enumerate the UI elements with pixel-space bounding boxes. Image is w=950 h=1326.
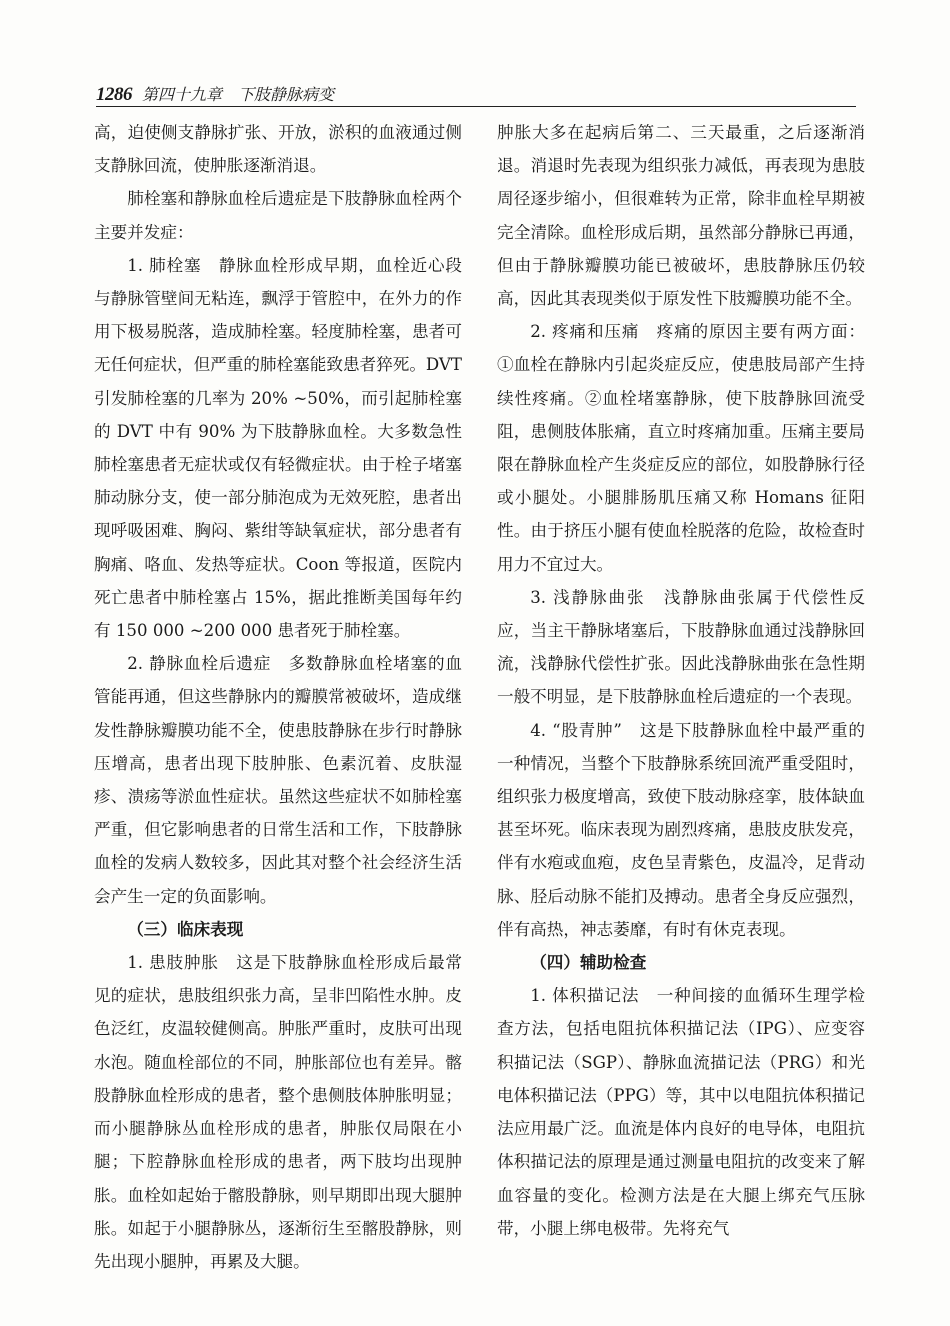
item-text: 疼痛的原因主要有两方面：①血栓在静脉内引起炎症反应，使患肢局部产生持续性疼痛。②血栓堵塞静脉，使下肢静脉回流受阻，患侧肢体胀痛，直立时疼痛加重。压痛主要局限在静脉血栓产生炎症反应的部位，如股静脉行径或小腿处。小腿腓肠肌压痛又称 Homans 征阳性。由于挤压小腿有使血栓脱落的危险，故检查时用力不宜过大。 bbox=[497, 322, 866, 574]
item-lead: 1. 体积描记法 bbox=[530, 986, 657, 1006]
paragraph bbox=[94, 249, 462, 647]
section-heading: （四）辅助检查 bbox=[530, 953, 647, 973]
running-header bbox=[96, 82, 856, 104]
page-number: 1286 bbox=[96, 84, 132, 105]
paragraph bbox=[497, 714, 865, 946]
section-heading: （三）临床表现 bbox=[127, 919, 244, 939]
item-lead: 3. 浅静脉曲张 bbox=[530, 587, 664, 607]
item-lead: 2. 疼痛和压痛 bbox=[530, 322, 657, 342]
item-text: 这是下肢静脉血栓中最严重的一种情况，当整个下肢静脉系统回流严重受阻时，组织张力极度增高，致使下肢动脉痉挛，肢体缺血甚至坏死。临床表现为剧烈疼痛，患肢皮肤发亮，伴有水疱或血疱，皮色呈青紫色，皮温冷，足背动脉、胫后动脉不能扪及搏动。患者全身反应强烈，伴有高热，神志萎靡，有时有休克表现。 bbox=[497, 720, 865, 939]
item-text: 浅静脉曲张属于代偿性反应，当主干静脉堵塞后，下肢静脉血通过浅静脉回流，浅静脉代偿性扩张。因此浅静脉曲张在急性期一般不明显，是下肢静脉血栓后遗症的一个表现。 bbox=[497, 587, 865, 707]
left-column bbox=[94, 116, 462, 1278]
item-text: 静脉血栓形成早期，血栓近心段与静脉管壁间无粘连，飘浮于管腔中，在外力的作用下极易脱落，造成肺栓塞。轻度肺栓塞，患者可无任何症状，但严重的肺栓塞能致患者猝死。DVT 引发肺栓塞的几率为 20% ~50%，而引起肺栓塞的 DVT 中有 90% 为下肢静脉血栓。大多数急性肺栓塞患者无症状或仅有轻微症状。由于栓子堵塞肺动脉分支，使一部分肺泡成为无效死腔，患者出现呼吸困难、胸闷、紫绀等缺氧症状，部分患者有胸痛、咯血、发热等症状。Coon 等报道，医院内死亡患者中肺栓塞占 15%，据此推断美国每年约有 150 000 ~200 000 患者死于肺栓塞。 bbox=[94, 255, 463, 641]
chapter-title: 第四十九章 下肢静脉病变 bbox=[142, 85, 335, 104]
item-text: 一种间接的血循环生理学检查方法，包括电阻抗体积描记法（IPG）、应变容积描记法（SGP）、静脉血流描记法（PRG）和光电体积描记法（PPG）等，其中以电阻抗体积描记法应用最广泛。血流是体内良好的电导体，电阻抗体积描记法的原理是通过测量电阻抗的改变来了解血容量的变化。检测方法是在大腿上绑充气压脉带，小腿上绑电极带。先将充气 bbox=[497, 986, 866, 1238]
paragraph: 高，迫使侧支静脉扩张、开放，淤积的血液通过侧支静脉回流，使肿胀逐渐消退。 bbox=[94, 123, 462, 176]
paragraph: 肿胀大多在起病后第二、三天最重，之后逐渐消退。消退时先表现为组织张力减低，再表现为患肢周径逐步缩小，但很难转为正常，除非血栓早期被完全清除。血栓形成后期，虽然部分静脉已再通，但由于静脉瓣膜功能已被破坏，患肢静脉压仍较高，因此其表现类似于原发性下肢瓣膜功能不全。 bbox=[497, 123, 865, 309]
paragraph bbox=[497, 581, 865, 714]
paragraph: 肺栓塞和静脉血栓后遗症是下肢静脉血栓两个主要并发症： bbox=[94, 189, 462, 242]
paragraph bbox=[94, 946, 462, 1278]
item-lead: 1. 肺栓塞 bbox=[127, 255, 219, 275]
paragraph bbox=[94, 647, 462, 913]
item-lead: 2. 静脉血栓后遗症 bbox=[127, 654, 289, 674]
paragraph bbox=[497, 979, 865, 1245]
paragraph bbox=[497, 315, 865, 581]
right-column bbox=[497, 116, 865, 1245]
header-rule bbox=[96, 106, 856, 107]
item-text: 这是下肢静脉血栓形成后最常见的症状，患肢组织张力高，呈非凹陷性水肿。皮色泛红，皮温较健侧高。肿胀严重时，皮肤可出现水泡。随血栓部位的不同，肿胀部位也有差异。髂股静脉血栓形成的患者，整个患侧肢体肿胀明显；而小腿静脉丛血栓形成的患者，肿胀仅局限在小腿；下腔静脉血栓形成的患者，两下肢均出现肿胀。血栓如起始于髂股静脉，则早期即出现大腿肿胀。如起于小腿静脉丛，逐渐衍生至髂股静脉，则先出现小腿肿，再累及大腿。 bbox=[94, 953, 463, 1271]
item-lead: 1. 患肢肿胀 bbox=[127, 953, 237, 973]
item-text: 多数静脉血栓堵塞的血管能再通，但这些静脉内的瓣膜常被破坏，造成继发性静脉瓣膜功能不全，使患肢静脉在步行时静脉压增高，患者出现下肢肿胀、色素沉着、皮肤湿疹、溃疡等淤血性症状。虽然这些症状不如肺栓塞严重，但它影响患者的日常生活和工作，下肢静脉血栓的发病人数较多，因此其对整个社会经济生活会产生一定的负面影响。 bbox=[94, 654, 463, 906]
item-lead: 4. “股青肿” bbox=[530, 720, 641, 740]
